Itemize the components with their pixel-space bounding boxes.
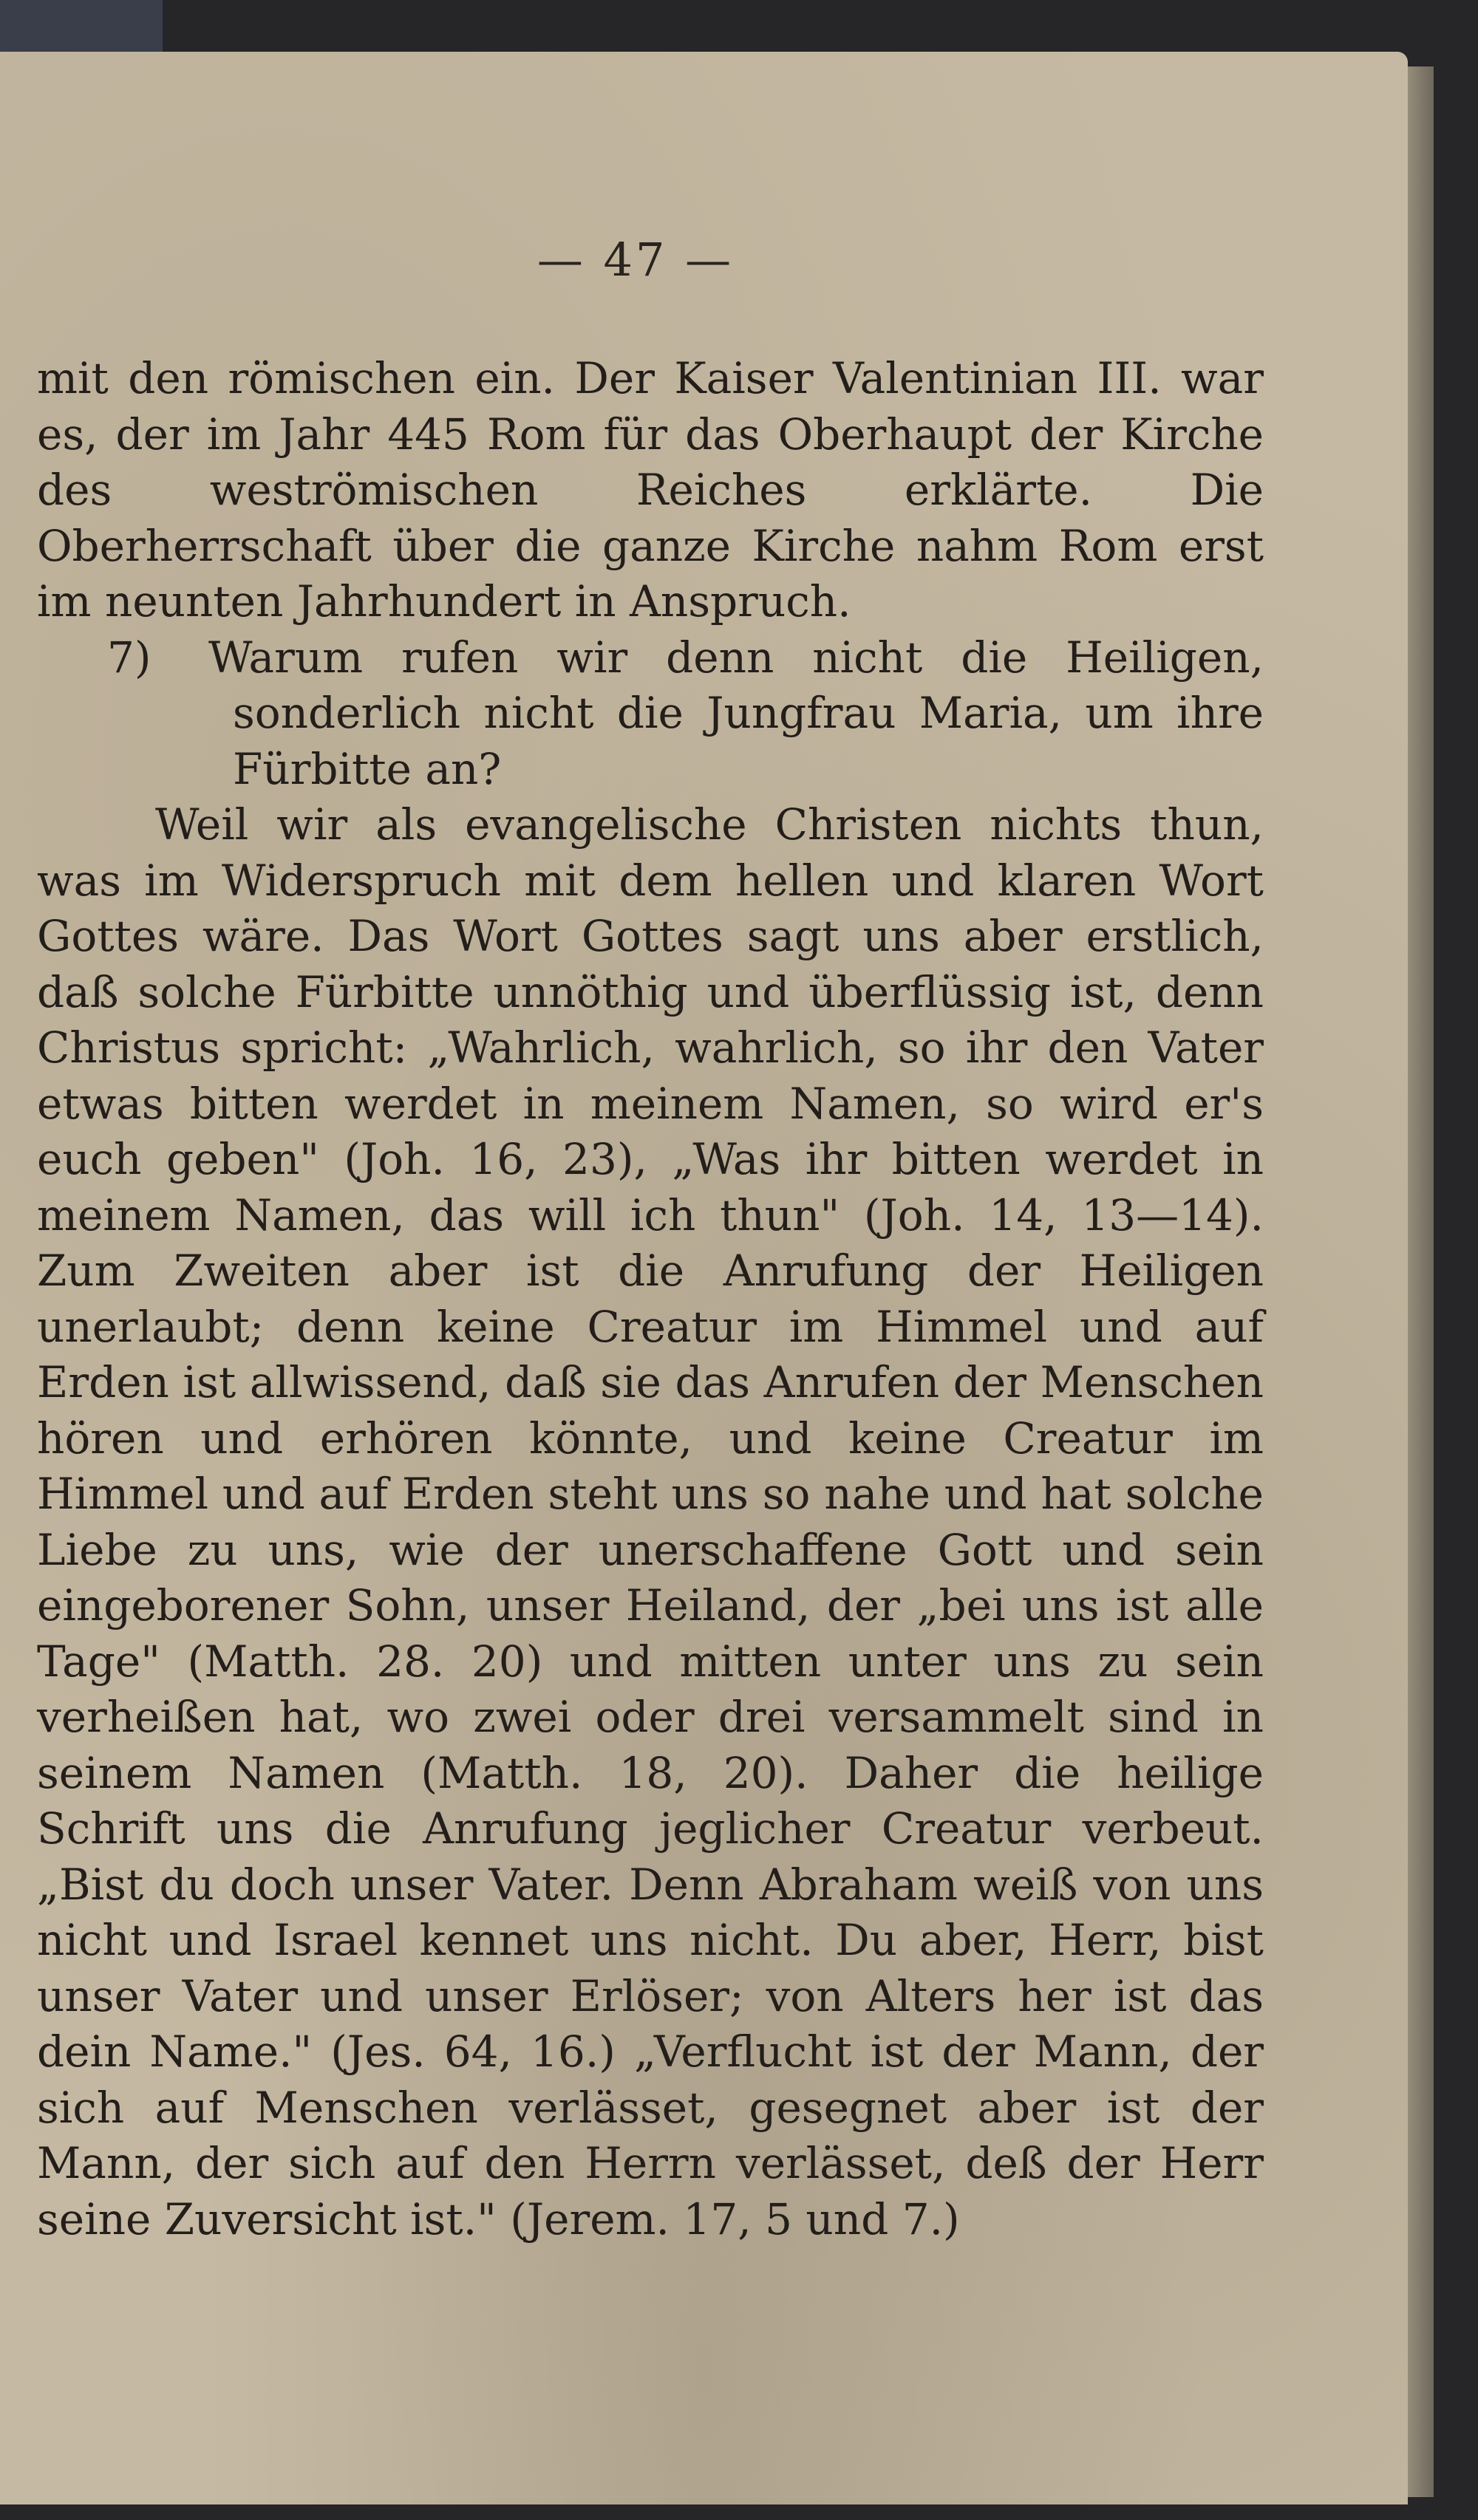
answer-paragraph: Weil wir als evangelische Christen nichts thun, was im Widerspruch mit dem hellen und klaren Wort Gottes wäre. Das Wort Gottes sagt uns aber erstlich, daß solche Fürbitte unnöthig und überflüssig ist, denn Christus spricht: „Wahrlich, wahrlich, so ihr den Vater etwas bitten werdet in meinem Namen, so wird er's euch geben" (Joh. 16, 23), „Was ihr bitten werdet in meinem Namen, das will ich thun" (Joh. 14, 13—14). Zum Zweiten aber ist die Anrufung der Heiligen unerlaubt; denn keine Creatur im Himmel und auf Erden ist allwissend, daß sie das Anrufen der Menschen hören und erhören könnte, und keine Creatur im Himmel und auf Erden steht uns so nahe und hat solche Liebe zu uns, wie der unerschaffene Gott und sein eingeborener Sohn, unser Heiland, der „bei uns ist alle Tage" (Matth. 28. 20) und mitten unter uns zu sein verheißen hat, wo zwei oder drei versammelt sind in seinem Namen (Matth. 18, 20). Daher die heilige Schrift uns die Anrufung jeglicher Creatur verbeut. „Bist du doch unser Vater. Denn Abraham weiß von uns nicht und Israel kennet uns nicht. Du aber, Herr, bist unser Vater und unser Erlöser; von Alters her ist das dein Name." (Jes. 64, 16.) „Verflucht ist der Mann, der sich auf Menschen verlässet, gesegnet aber ist der Mann, der sich auf den Herrn verlässet, deß der Herr seine Zuversicht ist." (Jerem. 17, 5 und 7.) xyxy=(37,799,1264,2244)
intro-paragraph: mit den römischen ein. Der Kaiser Valentinian III. war es, der im Jahr 445 Rom für das Oberhaupt der Kirche des weströmischen Reiches erklärte. Die Oberherrschaft über die ganze Kirche nahm Rom erst im neunten Jahrhundert in Anspruch. xyxy=(37,353,1264,626)
question-text: Warum rufen wir denn nicht die Heiligen, sonderlich nicht die Jungfrau Maria, um ihre Fürbitte an? xyxy=(208,632,1264,794)
page-number: — 47 — xyxy=(537,233,735,287)
page-body xyxy=(37,351,1264,2247)
book-cover-corner xyxy=(0,0,163,59)
book-page xyxy=(0,52,1408,2504)
question-item: 7) Warum rufen wir denn nicht die Heiligen, sonderlich nicht die Jungfrau Maria, um ihre Fürbitte an? xyxy=(107,632,1264,794)
